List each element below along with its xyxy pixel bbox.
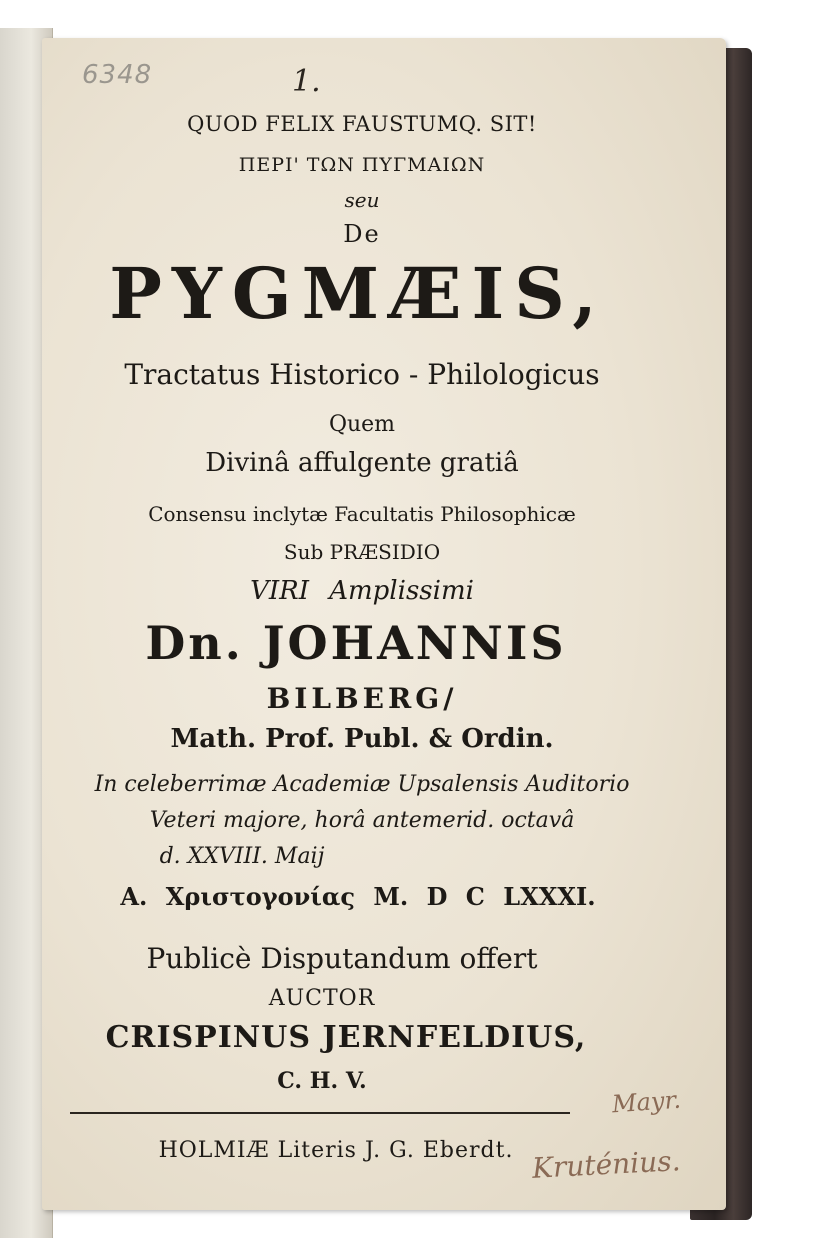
title-line-invocation: QUOD FELIX FAUSTUMQ. SIT! (187, 112, 537, 136)
title-line-de: De (343, 220, 381, 248)
presider-name: Dn. JOHANNIS (145, 616, 567, 670)
pencil-inventory-number: 6348 (82, 60, 153, 90)
handwritten-note-line-1: Mayr. (611, 1085, 682, 1119)
title-line-disputandum: Publicè Disputandum offert (146, 942, 538, 975)
subtitle: Tractatus Historico - Philologicus (124, 358, 600, 391)
title-line-divina: Divinâ affulgente gratiâ (205, 448, 519, 478)
imprint-rule (70, 1112, 570, 1114)
title-line-seu: seu (344, 188, 380, 212)
title-line-quem: Quem (328, 412, 396, 437)
title-line-greek: ΠΕΡΙ' ΤΩΝ ΠΥΓΜΑΙΩΝ (238, 154, 486, 176)
title-line-viri: VIRI Amplissimi (250, 576, 474, 606)
date-line: d. XXVIII. Maij (159, 844, 325, 869)
author-name: CRISPINUS JERNFELDIUS, (105, 1020, 587, 1055)
author-origin: C. H. V. (277, 1068, 367, 1094)
page-number: 1. (292, 64, 321, 99)
venue-line-2: Veteri majore, horâ antemerid. octavâ (149, 808, 575, 833)
imprint: HOLMIÆ Literis J. G. Eberdt. (158, 1138, 514, 1163)
venue-line-1: In celeberrimæ Academiæ Upsalensis Auditorio (94, 772, 630, 797)
title-line-consensu: Consensu inclytæ Facultatis Philosophicæ (148, 502, 576, 526)
main-title: PYGMÆIS, (109, 252, 607, 335)
handwritten-note-line-2: Kruténius. (531, 1144, 682, 1185)
year-line: A. Χριστογονίας M. D C LXXXI. (120, 882, 596, 911)
presider-surname: BILBERG/ (266, 682, 458, 715)
title-line-auctor: AUCTOR (268, 986, 376, 1011)
title-page (42, 38, 726, 1210)
title-line-praesidio: Sub PRÆSIDIO (283, 540, 441, 564)
presider-title: Math. Prof. Publ. & Ordin. (170, 724, 554, 754)
